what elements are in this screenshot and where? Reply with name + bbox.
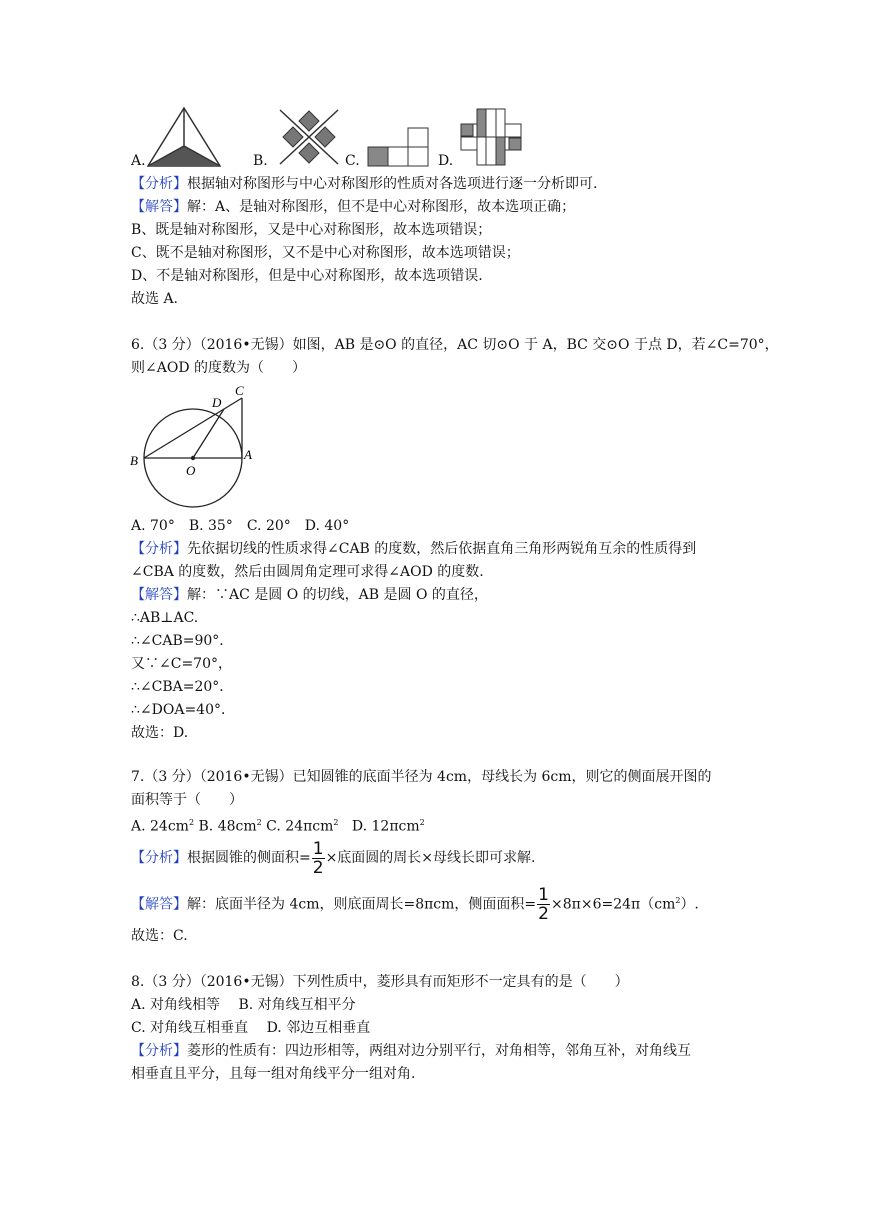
label-c: C (235, 383, 244, 398)
q6-options: A. 70° B. 35° C. 20° D. 40° (131, 518, 350, 534)
q8-analysis-line-2: 相垂直且平分，且每一组对角线平分一组对角. (131, 1066, 416, 1082)
q5-answer-line-4: D、不是轴对称图形，但是中心对称图形，故本选项错误. (131, 268, 483, 284)
q5-option-b-label: B. (253, 153, 268, 169)
q5-answer-line-3: C、既不是轴对称图形，又不是中心对称图形，故本选项错误； (131, 245, 520, 261)
q6-answer-line-1: 【解答】解：∵AC 是圆 O 的切线，AB 是圆 O 的直径， (131, 587, 488, 603)
answer-tag: 【解答】 (131, 199, 187, 215)
q5-figure-c-blocks (367, 126, 433, 168)
q6-answer-line-2: ∴AB⊥AC. (131, 610, 199, 626)
q6-circle-figure (128, 380, 268, 510)
q6-answer-line-5: ∴∠CBA=20°． (131, 679, 234, 695)
q8-stem: 8.（3 分）（2016•无锡）下列性质中，菱形具有而矩形不一定具有的是（ ） (131, 974, 629, 990)
q6-analysis-line-2: ∠CBA 的度数，然后由圆周角定理可求得∠AOD 的度数. (131, 564, 484, 580)
analysis-tag: 【分析】 (131, 176, 187, 192)
q5-answer-line-5: 故选 A. (131, 291, 179, 307)
q5-option-d-label: D. (438, 153, 454, 169)
q7-stem-line-2: 面积等于（ ） (131, 792, 243, 808)
q8-options-line-2: C. 对角线互相垂直 D. 邻边互相垂直 (131, 1020, 371, 1036)
q7-answer: 【解答】解：底面半径为 4cm，则底面周长=8πcm，侧面面积= $\frac{1}{2}$ $\times 8\pi\times 6=24\pi(cm^2)$. (131, 885, 699, 925)
label-d: D (212, 395, 222, 410)
analysis-tag: 【分析】 (131, 541, 187, 557)
q8-options-line-1: A. 对角线相等 B. 对角线互相平分 (131, 997, 356, 1013)
q5-figure-a-triangle (146, 106, 222, 170)
q6-answer-line-6: ∴∠DOA=40°． (131, 702, 235, 718)
q5-answer-line-2: B、既是轴对称图形，又是中心对称图形，故本选项错误； (131, 222, 492, 238)
q5-answer-line-1: 【解答】解：A、是轴对称图形，但不是中心对称图形，故本选项正确； (131, 199, 576, 215)
q7-stem-line-1: 7.（3 分）（2016•无锡）已知圆锥的底面半径为 4cm，母线长为 6cm，则它的侧面展开图的 (131, 769, 712, 785)
q6-answer-line-7: 故选：D. (131, 725, 189, 741)
fraction-one-half: $\frac{1}{2}$ (538, 885, 549, 925)
q5-option-a-label: A. (131, 153, 146, 169)
answer-tag: 【解答】 (131, 587, 187, 603)
q6-stem-line-1: 6.（3 分）（2016•无锡）如图，AB 是⊙O 的直径，AC 切⊙O 于 A，BC 交⊙O 于点 D，若∠C=70°， (131, 337, 779, 353)
answer-tag: 【解答】 (131, 896, 187, 913)
analysis-tag: 【分析】 (131, 850, 187, 866)
q8-analysis-line-1: 【分析】菱形的性质有：四边形相等，两组对边分别平行，对角相等，邻角互补，对角线互 (131, 1043, 691, 1059)
analysis-tag: 【分析】 (131, 1043, 187, 1059)
label-b: B (130, 453, 138, 468)
fraction-one-half: $\frac{1}{2}$ (312, 838, 324, 878)
q6-analysis-line-1: 【分析】先依据切线的性质求得∠CAB 的度数，然后依据直角三角形两锐角互余的性质得到 (131, 541, 697, 557)
q5-analysis: 【分析】根据轴对称图形与中心对称图形的性质对各选项进行逐一分析即可. (131, 176, 598, 192)
q7-options: A. $24cm^2$ B. $48cm^2$ C. 24πcm$^2$ D. 12πcm$^2$ (131, 818, 425, 835)
q6-answer-line-4: 又∵∠C=70°， (131, 656, 232, 672)
q5-option-c-label: C. (345, 153, 360, 169)
q5-figure-d-cross (458, 108, 524, 166)
q6-answer-line-3: ∴∠CAB=90°． (131, 633, 234, 649)
q6-stem-line-2: 则∠AOD 的度数为（ ） (131, 360, 306, 376)
label-a: A (244, 447, 252, 462)
q7-analysis: 【分析】根据圆锥的侧面积= $\frac{1}{2}$ ×底面圆的周长×母线长即可求解. (131, 838, 536, 878)
q5-figure-b-diamonds (276, 106, 342, 168)
q7-answer-line-2: 故选：C. (131, 928, 188, 944)
label-o: O (186, 463, 196, 478)
